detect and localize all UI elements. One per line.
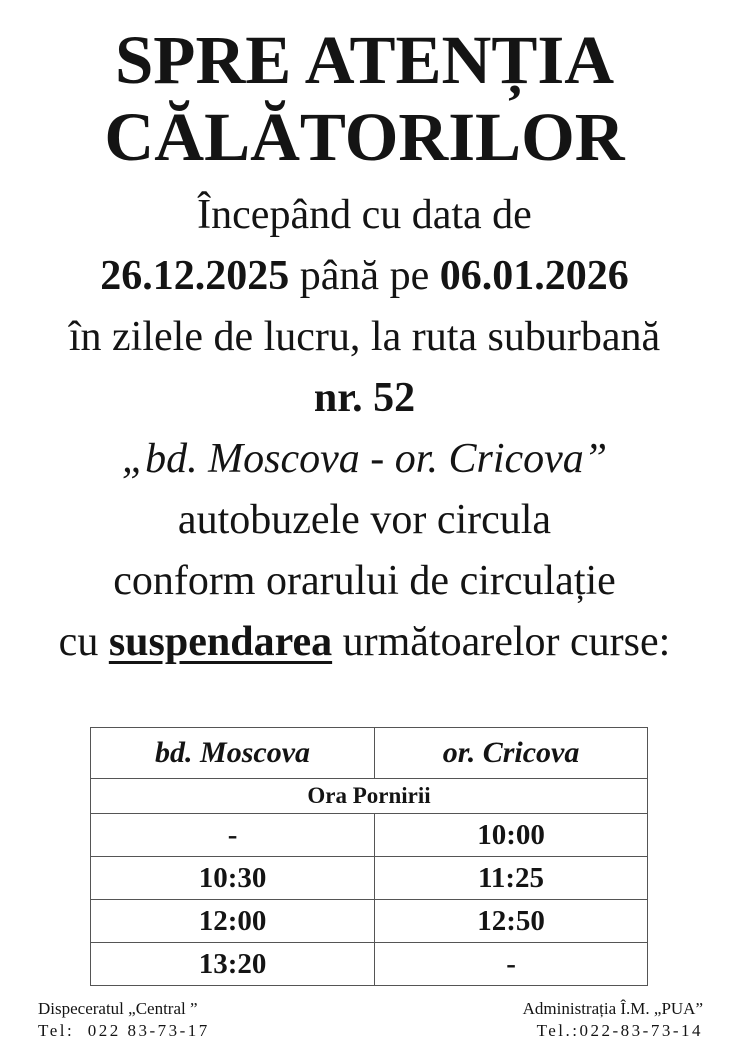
page-title-line2: CĂLĂTORILOR <box>104 99 625 175</box>
notice-body <box>0 185 729 673</box>
subheader-cell: Ora Pornirii <box>91 779 648 814</box>
footer-administration-block <box>523 998 703 1042</box>
table-cell: 12:00 <box>91 900 375 943</box>
page-footer <box>38 998 703 1042</box>
schedule-line: conform orarului de circulație <box>113 558 616 604</box>
table-cell: 10:30 <box>91 857 375 900</box>
intro-line: Începând cu data de <box>197 192 532 238</box>
table-subheader-row <box>91 779 648 814</box>
dispatcher-org-label: Dispeceratul „Central ” <box>38 999 198 1018</box>
table-cell: - <box>375 943 648 986</box>
table-row <box>91 857 648 900</box>
route-number: nr. 52 <box>313 375 416 421</box>
administration-org-label: Administrația Î.M. „PUA” <box>522 999 703 1018</box>
header-cell-cricova: or. Cricova <box>375 728 648 779</box>
notice-page <box>0 22 729 1046</box>
table-cell: 12:50 <box>375 900 648 943</box>
page-title <box>0 22 729 176</box>
page-title-line1: SPRE ATENȚIA <box>114 22 615 98</box>
table-row <box>91 814 648 857</box>
table-cell: 10:00 <box>375 814 648 857</box>
table-cell: 11:25 <box>375 857 648 900</box>
table-cell: 13:20 <box>91 943 375 986</box>
route-name: „bd. Moscova - or. Cricova” <box>121 436 608 482</box>
suspension-prefix: cu <box>58 619 109 665</box>
administration-phone: Tel.:022-83-73-14 <box>536 1021 703 1040</box>
suspension-line <box>0 612 729 673</box>
suspension-suffix: următoarelor curse: <box>332 619 671 665</box>
table-header-row <box>91 728 648 779</box>
table-row <box>91 900 648 943</box>
suspension-word: suspendarea <box>108 619 333 665</box>
table-row <box>91 943 648 986</box>
buses-line: autobuzele vor circula <box>177 497 552 543</box>
dispatcher-phone: Tel: 022 83-73-17 <box>38 1021 210 1040</box>
footer-dispatcher-block <box>38 998 210 1042</box>
date-start: 26.12.2025 <box>100 253 290 299</box>
table-cell: - <box>91 814 375 857</box>
date-range-line <box>0 246 729 307</box>
date-middle: până pe <box>289 253 440 299</box>
workdays-line: în zilele de lucru, la ruta suburbană <box>68 314 661 360</box>
header-cell-moscova: bd. Moscova <box>91 728 375 779</box>
date-end: 06.01.2026 <box>439 253 629 299</box>
departure-schedule-table <box>90 727 648 986</box>
